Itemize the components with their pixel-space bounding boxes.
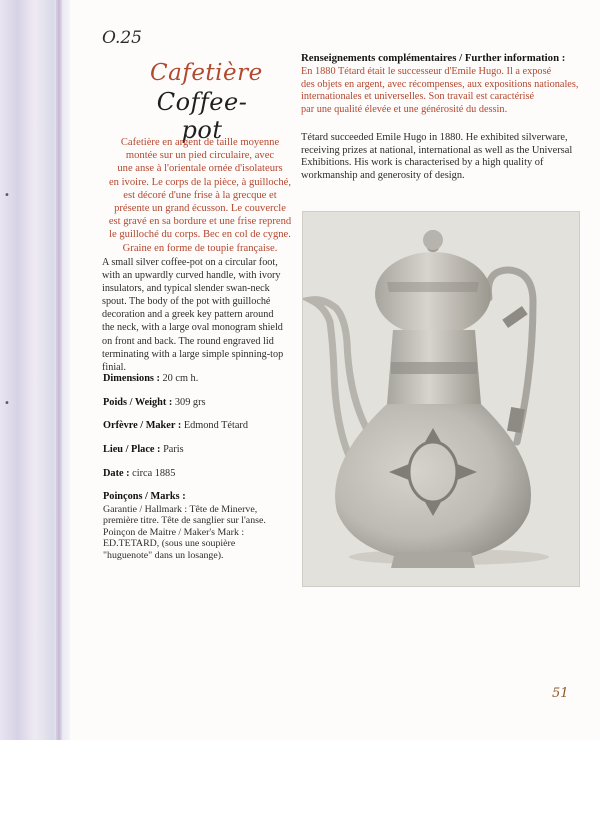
description-line: une anse à l'orientale ornée d'isolateurs — [117, 163, 283, 175]
info-line: Exhibitions. His work is characterised by a high quality of — [301, 157, 544, 169]
marks-line: Garantie / Hallmark : Tête de Minerve, — [103, 504, 258, 515]
coffee-pot-illustration — [303, 212, 579, 586]
field-maker — [103, 420, 248, 431]
description-english — [102, 256, 297, 374]
info-line: receiving prizes at national, international as well as the Universal — [301, 144, 573, 156]
field-label: Date : — [103, 468, 130, 479]
marks-line: Poinçon de Maitre / Maker's Mark : — [103, 526, 245, 538]
description-line: présente un grand écusson. Le couvercle — [114, 203, 286, 215]
title-english: Coffee-pot — [156, 88, 248, 144]
gutter-mark: • — [4, 398, 10, 409]
description-line: the neck, with a large oval monogram shield — [102, 322, 283, 334]
marks-text — [103, 504, 293, 561]
info-line: En 1880 Tétard était le successeur d'Emile Hugo. Il a exposé — [301, 66, 552, 77]
scan-margin — [0, 740, 600, 828]
page-number: 51 — [552, 686, 569, 701]
further-info-title: Renseignements complémentaires / Further information : — [301, 52, 566, 64]
finial-knob — [423, 230, 443, 250]
further-info-english — [301, 132, 586, 182]
field-value: 309 grs — [174, 397, 206, 408]
field-label: Lieu / Place : — [103, 444, 161, 455]
lot-number: O.25 — [102, 28, 142, 48]
spine-shadow — [56, 0, 62, 740]
marks-line: ED.TETARD, (sous une soupière — [103, 538, 236, 550]
description-french — [100, 136, 300, 255]
field-marks — [103, 491, 186, 502]
field-date — [103, 468, 175, 479]
field-value: Edmond Tétard — [183, 420, 248, 431]
field-label: Dimensions : — [103, 373, 160, 384]
foot — [391, 552, 475, 568]
ivory-insulator — [502, 306, 527, 328]
greek-key-frieze — [391, 362, 477, 374]
description-line: insulators, and typical slender swan-neck — [102, 283, 270, 295]
field-value: Paris — [163, 444, 184, 455]
description-line: finial. — [102, 361, 127, 373]
info-line: workmanship and generosity of design. — [301, 169, 465, 181]
description-line: est décoré d'une frise à la grecque et — [123, 189, 277, 201]
field-label: Orfèvre / Maker : — [103, 420, 182, 431]
field-label: Poinçons / Marks : — [103, 491, 186, 502]
description-line: est gravé en sa bordure et une frise reprend — [108, 216, 292, 228]
info-line: des objets en argent, avec récompenses, aux expositions nationales, — [301, 78, 579, 90]
description-line: on front and back. The round engraved lid — [102, 335, 274, 347]
description-line: with an upwardly curved handle, with ivory — [102, 270, 281, 282]
description-line: terminating with a large simple spinning-top — [102, 348, 284, 360]
lid-dome — [375, 252, 491, 336]
coffee-pot-photo — [302, 211, 580, 587]
description-line: Cafetière en argent de taille moyenne — [120, 137, 280, 148]
description-line: en ivoire. Le corps de la pièce, à guilloché, — [108, 176, 292, 188]
info-line: par une qualité élevée et une générosité du dessin. — [301, 103, 508, 115]
field-weight — [103, 397, 206, 408]
marks-line: première titre. Tête de sanglier sur l'anse. — [103, 515, 266, 527]
gutter-mark: • — [4, 190, 10, 201]
field-value: circa 1885 — [132, 468, 176, 479]
description-line: montée sur un pied circulaire, avec — [125, 150, 275, 162]
description-line: le guilloché du corps. Bec en col de cygne. — [109, 229, 291, 241]
field-value: 20 cm h. — [162, 373, 199, 384]
field-dimensions — [103, 373, 198, 384]
info-line: internationales et universelles. Son travail est caractérisé — [301, 91, 535, 102]
further-info-french — [301, 66, 581, 116]
description-line: decoration and a greek key pattern around — [102, 309, 274, 321]
description-line: A small silver coffee-pot on a circular foot, — [102, 257, 278, 268]
marks-line: "huguenote" dans un losange). — [103, 549, 224, 561]
title-french: Cafetière — [150, 60, 263, 86]
description-line: Graine en forme de toupie française. — [122, 242, 278, 254]
lid-engraving — [387, 282, 479, 292]
info-line: Tétard succeeded Emile Hugo in 1880. He exhibited silverware, — [301, 132, 568, 143]
field-label: Poids / Weight : — [103, 397, 173, 408]
field-place — [103, 444, 184, 455]
description-line: spout. The body of the pot with guilloché — [102, 296, 271, 308]
